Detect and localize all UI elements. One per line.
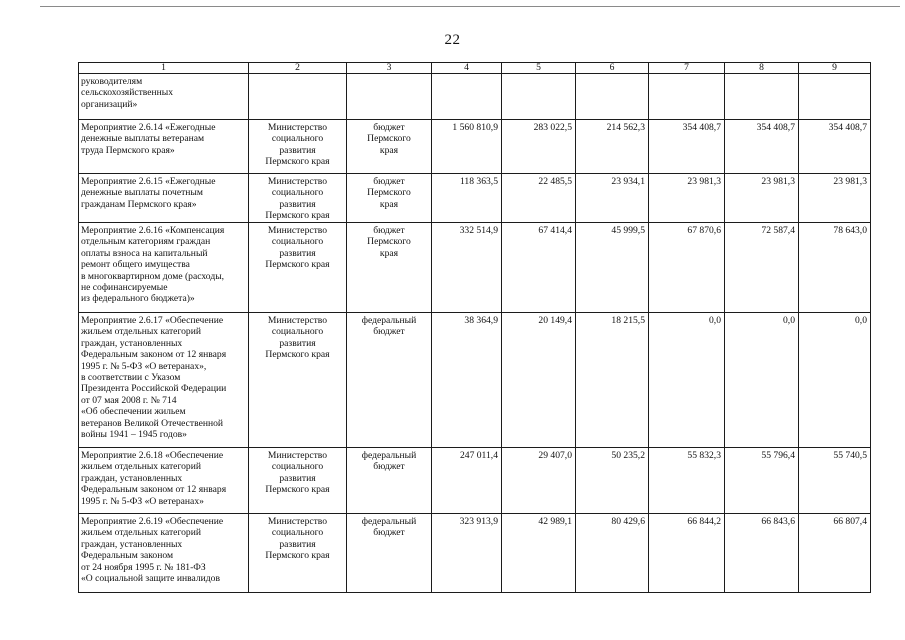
source-cell: федеральный бюджет xyxy=(347,313,432,448)
year-4-cell: 72 587,4 xyxy=(725,223,799,313)
column-number-2: 2 xyxy=(249,63,347,74)
total-cell xyxy=(432,74,502,120)
year-1-cell: 29 407,0 xyxy=(502,448,576,514)
year-2-cell xyxy=(576,74,649,120)
year-4-cell: 23 981,3 xyxy=(725,174,799,223)
year-5-cell xyxy=(799,74,871,120)
table-row xyxy=(79,223,871,313)
total-cell: 118 363,5 xyxy=(432,174,502,223)
table-body xyxy=(79,63,871,593)
column-number-3: 3 xyxy=(347,63,432,74)
year-4-cell: 354 408,7 xyxy=(725,120,799,174)
year-5-cell: 23 981,3 xyxy=(799,174,871,223)
measure-cell: Мероприятие 2.6.14 «Ежегодные денежные выплаты ветеранам труда Пермского края» xyxy=(79,120,249,174)
table-row xyxy=(79,120,871,174)
measure-cell: Мероприятие 2.6.15 «Ежегодные денежные выплаты почетным гражданам Пермского края» xyxy=(79,174,249,223)
table-row xyxy=(79,74,871,120)
source-cell: федеральный бюджет xyxy=(347,514,432,593)
year-2-cell: 214 562,3 xyxy=(576,120,649,174)
source-cell: бюджет Пермского края xyxy=(347,174,432,223)
year-1-cell: 283 022,5 xyxy=(502,120,576,174)
column-number-7: 7 xyxy=(649,63,725,74)
measure-cell: Мероприятие 2.6.17 «Обеспечение жильем отдельных категорий граждан, установленных Федеральным законом от 12 января 1995 г. № 5-ФЗ «О ветеранах», в соответствии с Указом Президента Российской Федерации от 07 мая 2008 г. № 714 «Об обеспечении жильем ветеранов Великой Отечественной войны 1941 – 1945 годов» xyxy=(79,313,249,448)
year-3-cell: 0,0 xyxy=(649,313,725,448)
column-number-9: 9 xyxy=(799,63,871,74)
total-cell: 38 364,9 xyxy=(432,313,502,448)
total-cell: 1 560 810,9 xyxy=(432,120,502,174)
executor-cell: Министерство социального развития Пермского края xyxy=(249,313,347,448)
column-number-5: 5 xyxy=(502,63,576,74)
year-4-cell: 0,0 xyxy=(725,313,799,448)
source-cell: бюджет Пермского края xyxy=(347,223,432,313)
column-number-1: 1 xyxy=(79,63,249,74)
year-5-cell: 354 408,7 xyxy=(799,120,871,174)
table-row xyxy=(79,174,871,223)
table-row xyxy=(79,514,871,593)
year-5-cell: 78 643,0 xyxy=(799,223,871,313)
source-cell xyxy=(347,74,432,120)
year-2-cell: 23 934,1 xyxy=(576,174,649,223)
year-3-cell: 66 844,2 xyxy=(649,514,725,593)
column-number-6: 6 xyxy=(576,63,649,74)
year-2-cell: 45 999,5 xyxy=(576,223,649,313)
year-4-cell: 66 843,6 xyxy=(725,514,799,593)
year-3-cell: 354 408,7 xyxy=(649,120,725,174)
executor-cell: Министерство социального развития Пермского края xyxy=(249,448,347,514)
year-3-cell xyxy=(649,74,725,120)
executor-cell xyxy=(249,74,347,120)
year-2-cell: 50 235,2 xyxy=(576,448,649,514)
total-cell: 247 011,4 xyxy=(432,448,502,514)
table-row xyxy=(79,313,871,448)
year-1-cell: 67 414,4 xyxy=(502,223,576,313)
year-1-cell: 22 485,5 xyxy=(502,174,576,223)
year-1-cell: 20 149,4 xyxy=(502,313,576,448)
executor-cell: Министерство социального развития Пермского края xyxy=(249,223,347,313)
year-2-cell: 80 429,6 xyxy=(576,514,649,593)
year-3-cell: 23 981,3 xyxy=(649,174,725,223)
page-number: 22 xyxy=(444,32,461,48)
measure-cell: Мероприятие 2.6.19 «Обеспечение жильем отдельных категорий граждан, установленных Федеральным законом от 24 ноября 1995 г. № 181-ФЗ «О социальной защите инвалидов xyxy=(79,514,249,593)
budget-table xyxy=(78,62,871,593)
measure-cell: Мероприятие 2.6.18 «Обеспечение жильем отдельных категорий граждан, установленных Федеральным законом от 12 января 1995 г. № 5-ФЗ «О ветеранах» xyxy=(79,448,249,514)
measure-cell: Мероприятие 2.6.16 «Компенсация отдельным категориям граждан оплаты взноса на капитальный ремонт общего имущества в многоквартирном доме (расходы, не софинансируемые из федерального бюджета)» xyxy=(79,223,249,313)
year-3-cell: 67 870,6 xyxy=(649,223,725,313)
total-cell: 323 913,9 xyxy=(432,514,502,593)
executor-cell: Министерство социального развития Пермского края xyxy=(249,514,347,593)
year-2-cell: 18 215,5 xyxy=(576,313,649,448)
total-cell: 332 514,9 xyxy=(432,223,502,313)
executor-cell: Министерство социального развития Пермского края xyxy=(249,120,347,174)
source-cell: бюджет Пермского края xyxy=(347,120,432,174)
measure-cell: руководителям сельскохозяйственных организаций» xyxy=(79,74,249,120)
year-3-cell: 55 832,3 xyxy=(649,448,725,514)
year-1-cell: 42 989,1 xyxy=(502,514,576,593)
column-number-4: 4 xyxy=(432,63,502,74)
column-number-8: 8 xyxy=(725,63,799,74)
year-5-cell: 0,0 xyxy=(799,313,871,448)
year-5-cell: 55 740,5 xyxy=(799,448,871,514)
year-1-cell xyxy=(502,74,576,120)
year-4-cell xyxy=(725,74,799,120)
year-5-cell: 66 807,4 xyxy=(799,514,871,593)
year-4-cell: 55 796,4 xyxy=(725,448,799,514)
column-number-row xyxy=(79,63,871,74)
scan-top-edge-line xyxy=(40,6,900,7)
table-row xyxy=(79,448,871,514)
source-cell: федеральный бюджет xyxy=(347,448,432,514)
executor-cell: Министерство социального развития Пермского края xyxy=(249,174,347,223)
